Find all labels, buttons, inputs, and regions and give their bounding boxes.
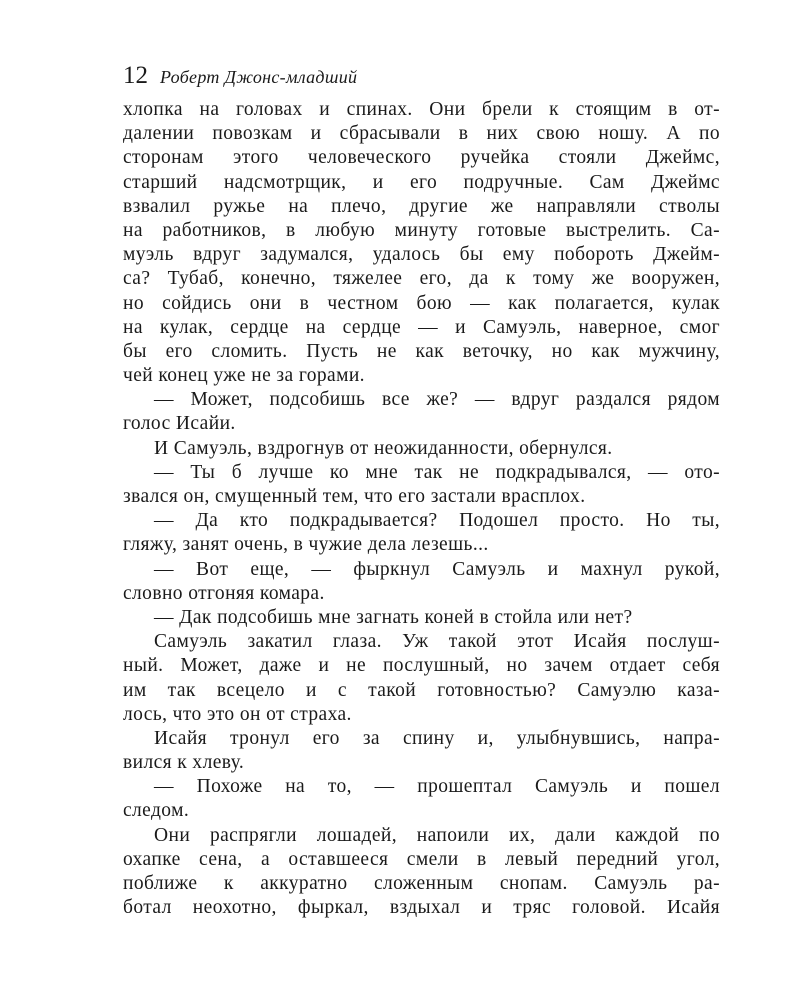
text-line: Они распрягли лошадей, напоили их, дали каждой по	[154, 824, 720, 846]
text-line: Самуэль закатил глаза. Уж такой этот Исайя послуш-	[154, 631, 720, 653]
text-line: далении повозкам и сбрасывали в них свою ношу. А по	[123, 123, 720, 145]
text-line: взвалил ружье на плечо, другие же направляли стволы	[123, 195, 720, 217]
text-line: чей конец уже не за горами.	[123, 365, 365, 387]
text-line: голос Исайи.	[123, 413, 236, 435]
text-line: поближе к аккуратно сложенным снопам. Самуэль ра-	[123, 873, 720, 894]
text-line: лось, что это он от страха.	[123, 703, 352, 725]
text-line: но сойдись они в честном бою — как полагается, кулак	[123, 292, 720, 314]
text-line: И Самуэль, вздрогнув от неожиданности, обернулся.	[154, 437, 613, 459]
text-line: — Вот еще, — фыркнул Самуэль и махнул рукой,	[154, 558, 720, 580]
text-line: — Да кто подкрадывается? Подошел просто. Но ты,	[154, 510, 720, 532]
text-line: — Ты б лучше ко мне так не подкрадывался, — ото-	[154, 461, 720, 483]
text-line: хлопка на головах и спинах. Они брели к стоящим в от-	[123, 99, 720, 120]
text-line: Исайя тронул его за спину и, улыбнувшись, напра-	[154, 727, 720, 749]
text-line: словно отгоняя комара.	[123, 582, 325, 604]
text-line: — Похоже на то, — прошептал Самуэль и пошел	[154, 776, 720, 798]
text-line: бы его сломить. Пусть не как веточку, но как мужчину,	[123, 340, 720, 362]
running-title: Роберт Джонс-младший	[160, 67, 358, 87]
text-line: охапке сена, а оставшееся смели в левый передний угол,	[123, 848, 720, 870]
text-line: са? Тубаб, конечно, тяжелее его, да к тому же вооружен,	[123, 268, 720, 290]
text-line: следом.	[123, 800, 190, 822]
text-line: на работников, в любую минуту готовые выстрелить. Са-	[123, 219, 720, 241]
text-line: на кулак, сердце на сердце — и Самуэль, наверное, смог	[123, 316, 720, 338]
text-line: вился к хлеву.	[123, 752, 245, 774]
page-number: 12	[123, 62, 148, 89]
body-text	[123, 98, 720, 920]
book-page	[123, 62, 720, 920]
text-line: — Может, подсобишь все же? — вдруг раздался рядом	[154, 389, 720, 411]
text-line: ботал неохотно, фыркал, вздыхал и тряс головой. Исайя	[123, 897, 720, 919]
text-line: — Дак подсобишь мне загнать коней в стойла или нет?	[154, 606, 633, 628]
text-line: звался он, смущенный тем, что его застали врасплох.	[123, 486, 586, 507]
text-line: сторонам этого человеческого ручейка стояли Джеймс,	[123, 147, 720, 169]
text-line: ный. Может, даже и не послушный, но зачем отдает себя	[123, 655, 720, 677]
running-header	[123, 62, 720, 98]
text-line: им так всецело и с такой готовностью? Самуэлю каза-	[123, 679, 720, 701]
text-line: муэль вдруг задумался, удалось бы ему побороть Джейм-	[123, 244, 720, 266]
text-line: старший надсмотрщик, и его подручные. Сам Джеймс	[123, 171, 720, 193]
text-line: гляжу, занят очень, в чужие дела лезешь...	[123, 534, 489, 556]
